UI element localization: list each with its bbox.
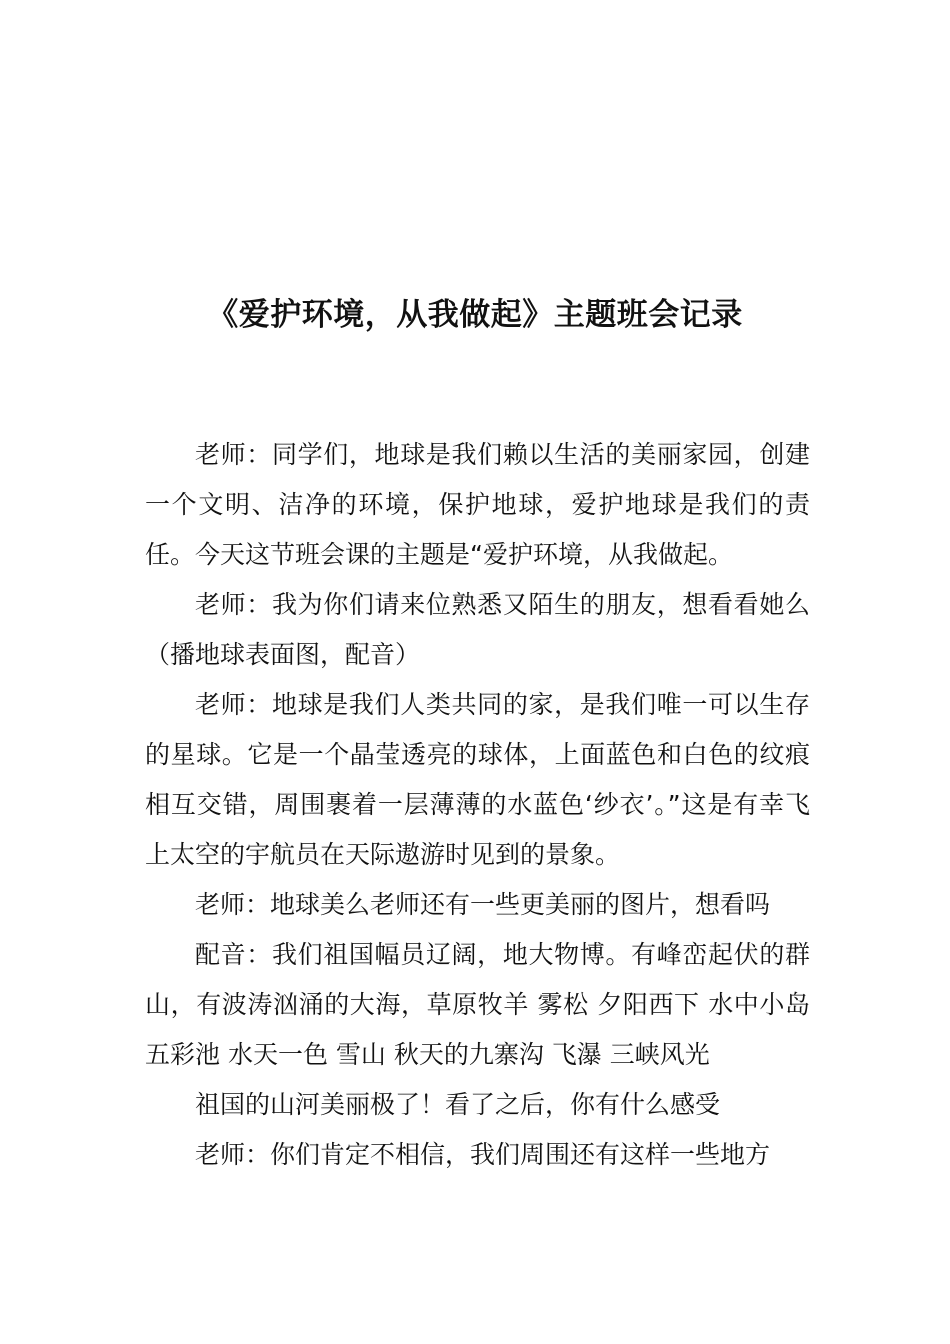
paragraph-intro: 老师：同学们，地球是我们赖以生活的美丽家园，创建一个文明、洁净的环境，保护地球，爱护地球是我们的责任。今天这节班会课的主题是“爱护环境，从我做起。 [145, 440, 810, 569]
paragraph-friend: 老师：我为你们请来位熟悉又陌生的朋友，想看看她么（播地球表面图，配音） [145, 590, 810, 669]
paragraph-earth: 老师：地球是我们人类共同的家，是我们唯一可以生存的星球。它是一个晶莹透亮的球体，上面蓝色和白色的纹痕相互交错，周围裹着一层薄薄的水蓝色‘纱衣’。”这是有幸飞上太空的宇航员在天际遨游时见到的景象。 [145, 690, 810, 869]
document-title: 《爱护环境，从我做起》主题班会记录 [207, 297, 743, 333]
paragraph-surroundings: 老师：你们肯定不相信，我们周围还有这样一些地方 [195, 1140, 771, 1169]
paragraph-pictures: 老师：地球美么老师还有一些更美丽的图片，想看吗 [195, 890, 771, 919]
paragraph-voiceover: 配音：我们祖国幅员辽阔，地大物博。有峰峦起伏的群山，有波涛汹涌的大海，草原牧羊 雾松 夕阳西下 水中小岛 五彩池 水天一色 雪山 秋天的九寨沟 飞瀑 三峡风光 [145, 940, 810, 1069]
paragraph-feelings: 祖国的山河美丽极了！看了之后，你有什么感受 [195, 1090, 721, 1119]
document-body [145, 430, 810, 1180]
